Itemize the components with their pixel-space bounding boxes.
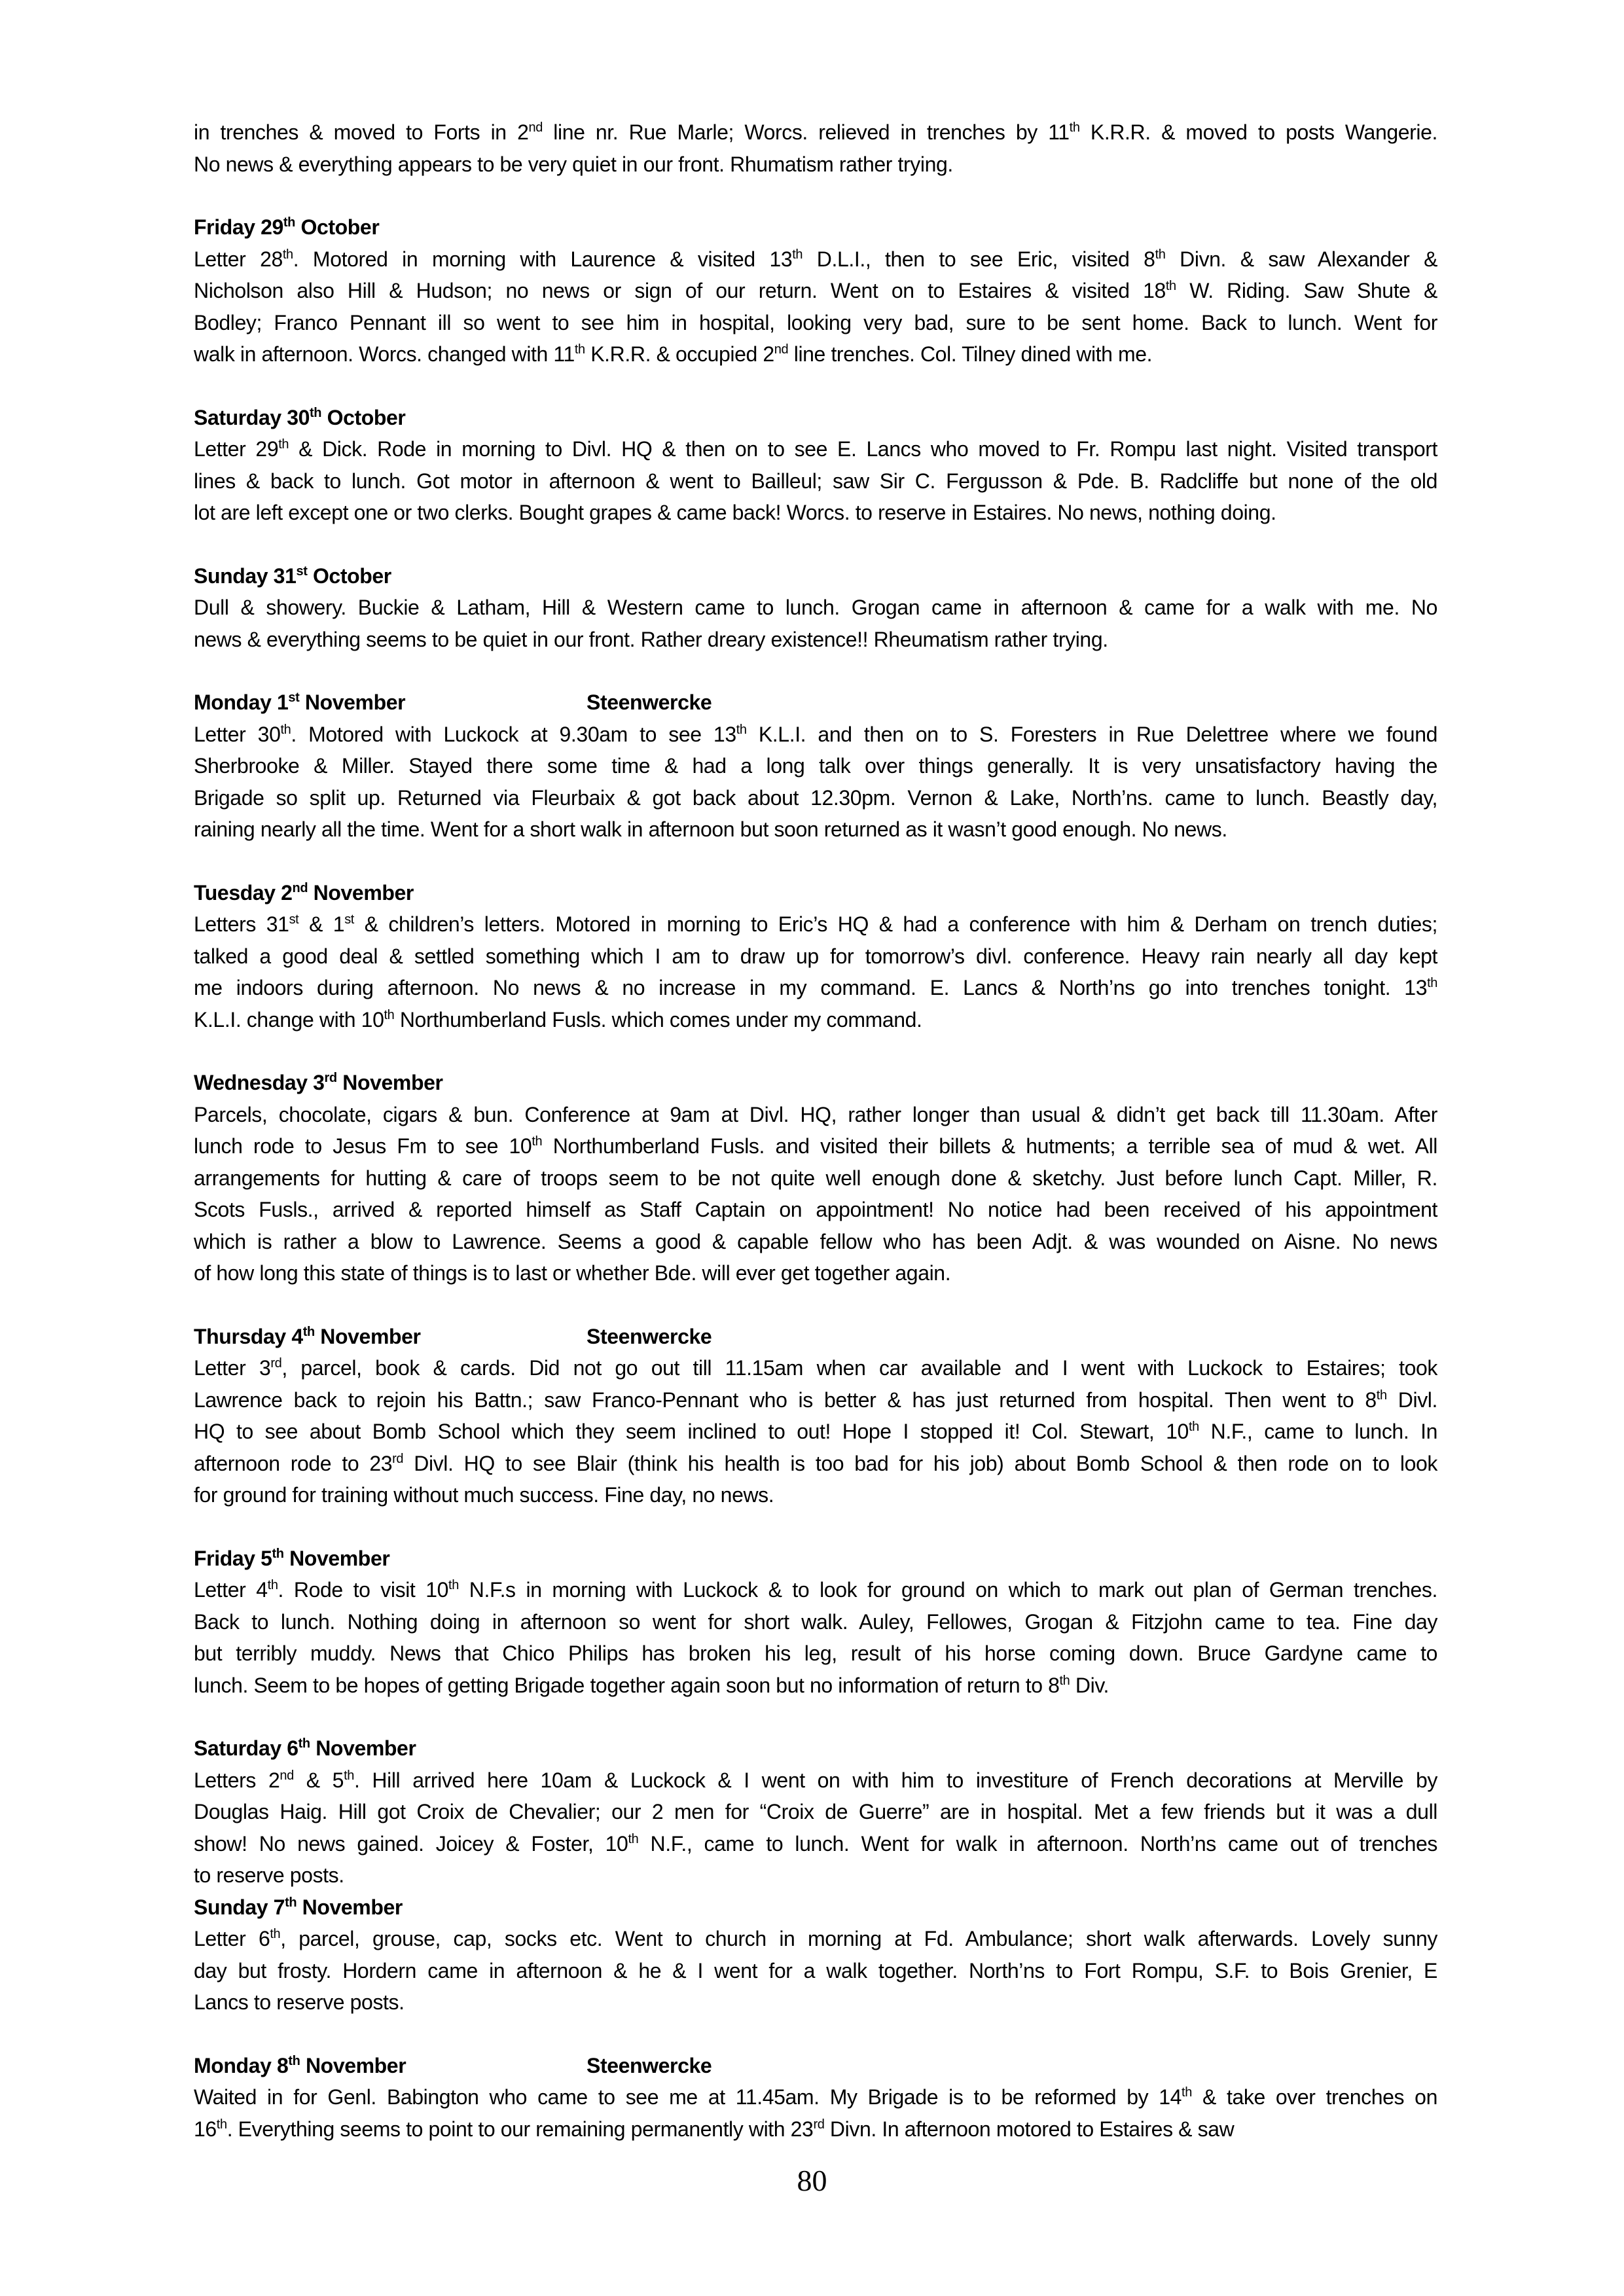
text-run: lunch. Seem to be hopes of getting Brigade together again soon but no information of return to 8	[194, 1673, 1060, 1697]
text-line	[194, 1416, 1437, 1448]
entry-date	[194, 1543, 586, 1575]
text-run: talked a good deal & settled something which I am to draw up for tomorrow’s divl. conference. Heavy rain nearly all day kept	[194, 944, 1437, 968]
ordinal-suffix: th	[1182, 2085, 1192, 2100]
text-run: . Hill arrived here 10am & Luckock & I went on with him to investiture of French decorations at Merville by	[353, 1768, 1437, 1792]
entry-heading	[194, 560, 1437, 592]
ordinal-suffix: nd	[528, 120, 543, 135]
ordinal-suffix: nd	[774, 342, 789, 357]
text-run: , parcel, book & cards. Did not go out till 11.15am when car available and I went with Luckock to Estaires; took	[281, 1356, 1437, 1380]
text-run: Div.	[1070, 1673, 1110, 1697]
text-run: . Everything seems to point to our remaining permanently with 23	[226, 2117, 814, 2141]
ordinal-suffix: th	[1069, 120, 1080, 135]
date-text: Thursday 4	[194, 1324, 303, 1348]
text-line	[194, 592, 1437, 624]
text-line	[194, 2113, 1437, 2145]
entry-heading	[194, 1321, 1437, 1353]
date-text: November	[308, 880, 414, 905]
ordinal-suffix: th	[1155, 247, 1166, 262]
ordinal-suffix: th	[285, 1895, 297, 1910]
text-run: K.R.R. & moved to posts Wangerie.	[1079, 120, 1437, 144]
date-text: Monday 1	[194, 691, 289, 714]
date-text: November	[310, 1736, 416, 1760]
text-run: Divn. & saw Alexander &	[1165, 247, 1438, 271]
text-line	[194, 1923, 1437, 1955]
text-line	[194, 1479, 1437, 1511]
text-line	[194, 1796, 1437, 1828]
text-line	[194, 1099, 1437, 1131]
text-run: news & everything seems to be quiet in our front. Rather dreary existence!! Rheumatism rather trying.	[194, 627, 1108, 651]
text-line	[194, 972, 1437, 1004]
text-line	[194, 338, 1437, 370]
text-line	[194, 1352, 1437, 1384]
text-line	[194, 1130, 1437, 1162]
date-text: October	[307, 564, 391, 588]
entry-date	[194, 1732, 586, 1765]
entry-body	[194, 1099, 1437, 1289]
diary-entry	[194, 1321, 1437, 1511]
text-run: Letter 4	[194, 1578, 268, 1602]
text-line	[194, 908, 1437, 941]
date-text: November	[314, 1324, 421, 1348]
text-run: Divn. In afternoon motored to Estaires & saw	[824, 2117, 1235, 2141]
ordinal-suffix: th	[628, 1831, 639, 1846]
text-run: show! No news gained. Joicey & Foster, 10	[194, 1831, 628, 1856]
text-line	[194, 941, 1437, 973]
text-run: to reserve posts.	[194, 1863, 344, 1887]
text-line	[194, 624, 1437, 656]
text-run: K.R.R. & occupied 2	[585, 342, 774, 366]
diary-text	[194, 117, 1437, 2145]
ordinal-suffix: st	[289, 912, 299, 927]
text-run: & take over trenches on	[1191, 2085, 1437, 2109]
entry-heading	[194, 1067, 1437, 1099]
ordinal-suffix: th	[310, 405, 322, 420]
text-line	[194, 1574, 1437, 1606]
date-text: November	[299, 691, 406, 714]
ordinal-suffix: th	[1188, 1420, 1199, 1434]
text-line	[194, 1670, 1437, 1702]
text-run: line trenches. Col. Tilney dined with me.	[788, 342, 1153, 366]
entry-body	[194, 908, 1437, 1035]
text-run: N.F., came to lunch. In	[1199, 1420, 1437, 1443]
text-line	[194, 1859, 1437, 1892]
text-run: 16	[194, 2117, 217, 2141]
entry-date	[194, 1321, 586, 1353]
text-line	[194, 1384, 1437, 1416]
ordinal-suffix: th	[792, 247, 803, 262]
text-run: line nr. Rue Marle; Worcs. relieved in trenches by 11	[542, 120, 1070, 144]
entry-body	[194, 2081, 1437, 2145]
text-line	[194, 1004, 1437, 1036]
ordinal-suffix: th	[216, 2117, 227, 2132]
text-run: Parcels, chocolate, cigars & bun. Conference at 9am at Divl. HQ, rather longer than usual & didn’t get back till 11.30am. After	[194, 1102, 1437, 1126]
diary-entry	[194, 1892, 1437, 2018]
entry-body	[194, 1923, 1437, 2018]
entry-heading	[194, 2050, 1437, 2082]
diary-entry	[194, 1543, 1437, 1702]
entry-date	[194, 2050, 586, 2082]
entry-date	[194, 211, 586, 243]
ordinal-suffix: nd	[292, 880, 308, 895]
entry-heading	[194, 402, 1437, 434]
ordinal-suffix: th	[1376, 1388, 1387, 1403]
text-run: day but frosty. Hordern came in afternoon & he & I went for a walk together. North’ns to Fort Rompu, S.F. to Bois Grenier, E	[194, 1958, 1437, 1982]
ordinal-suffix: th	[1427, 976, 1437, 990]
ordinal-suffix: th	[1059, 1673, 1070, 1688]
continued-entry	[194, 117, 1437, 180]
text-run: afternoon rode to 23	[194, 1451, 393, 1475]
text-line	[194, 1638, 1437, 1670]
entry-heading	[194, 211, 1437, 243]
text-run: & children’s letters. Motored in morning to Eric’s HQ & had a conference with him & Derham on trench duties;	[353, 912, 1437, 936]
entry-heading	[194, 1543, 1437, 1575]
text-run: arrangements for hutting & care of troops seem to be not quite well enough done & sketchy. Just before lunch Capt. Miller, R.	[194, 1166, 1437, 1190]
entry-heading	[194, 1892, 1437, 1924]
text-run: . Motored with Luckock at 9.30am to see 13	[291, 722, 736, 746]
date-text: October	[321, 405, 406, 429]
ordinal-suffix: rd	[270, 1356, 282, 1371]
diary-entry	[194, 877, 1437, 1036]
date-text: November	[297, 1895, 403, 1919]
ordinal-suffix: rd	[324, 1071, 337, 1085]
date-text: October	[295, 215, 380, 239]
text-run: of how long this state of things is to last or whether Bde. will ever get together again.	[194, 1261, 951, 1285]
diary-entry	[194, 402, 1437, 529]
date-text: November	[283, 1546, 390, 1570]
page-number: 80	[797, 2164, 827, 2197]
text-line	[194, 719, 1437, 751]
text-line	[194, 1226, 1437, 1258]
text-run: lunch rode to Jesus Fm to see 10	[194, 1134, 532, 1158]
text-run: Back to lunch. Nothing doing in afternoon so went for short walk. Auley, Fellowes, Grogan & Fitzjohn came to tea. Fine day	[194, 1609, 1437, 1634]
text-line	[194, 497, 1437, 529]
text-run: Letters 31	[194, 912, 289, 936]
text-line	[194, 750, 1437, 782]
text-run: Douglas Haig. Hill got Croix de Chevalier; our 2 men for “Croix de Guerre” are in hospital. Met a few friends but it was a dull	[194, 1800, 1437, 1823]
ordinal-suffix: st	[288, 691, 300, 705]
entry-body	[194, 1765, 1437, 1892]
ordinal-suffix: nd	[280, 1768, 294, 1783]
text-line	[194, 275, 1437, 307]
ordinal-suffix: th	[532, 1134, 543, 1149]
diary-entry	[194, 687, 1437, 846]
text-run: K.L.I. and then on to S. Foresters in Rue Delettree where we found	[746, 722, 1437, 746]
entry-date	[194, 560, 586, 592]
ordinal-suffix: th	[280, 722, 291, 737]
text-run: No news & everything appears to be very quiet in our front. Rhumatism rather trying.	[194, 152, 953, 176]
diary-entry	[194, 2050, 1437, 2145]
entry-body	[194, 592, 1437, 655]
entry-date	[194, 402, 586, 434]
text-run: . Motored in morning with Laurence & visited 13	[293, 247, 793, 271]
ordinal-suffix: th	[298, 1736, 310, 1751]
date-text: Saturday 6	[194, 1736, 298, 1760]
text-line	[194, 433, 1437, 465]
ordinal-suffix: th	[384, 1007, 395, 1022]
entry-body	[194, 433, 1437, 529]
text-line	[194, 149, 1437, 181]
text-line	[194, 1606, 1437, 1638]
text-line	[194, 117, 1437, 149]
text-run: & Dick. Rode in morning to Divl. HQ & then on to see E. Lancs who moved to Fr. Rompu last night. Visited transport	[289, 437, 1437, 461]
date-text: Monday 8	[194, 2053, 289, 2077]
text-run: Letters 2	[194, 1768, 280, 1792]
entry-body	[194, 243, 1437, 370]
text-run: Letter 30	[194, 722, 281, 746]
text-run: & 1	[298, 912, 345, 936]
diary-entry	[194, 1732, 1437, 1892]
date-text: November	[336, 1071, 443, 1094]
entry-date	[194, 1067, 586, 1099]
entry-date	[194, 877, 586, 909]
ordinal-suffix: th	[302, 1324, 315, 1339]
date-text: November	[300, 2053, 406, 2077]
text-line	[194, 2081, 1437, 2113]
ordinal-suffix: th	[448, 1578, 459, 1592]
text-run: Letter 3	[194, 1356, 271, 1380]
diary-entry	[194, 211, 1437, 370]
text-line	[194, 1765, 1437, 1797]
ordinal-suffix: st	[296, 564, 308, 579]
entry-location: Steenwercke	[586, 1324, 712, 1348]
ordinal-suffix: rd	[813, 2117, 825, 2132]
ordinal-suffix: th	[267, 1578, 278, 1592]
text-run: Divl.	[1386, 1388, 1437, 1412]
date-text: Tuesday 2	[194, 880, 293, 905]
text-run: in trenches & moved to Forts in 2	[194, 120, 529, 144]
text-line	[194, 307, 1437, 339]
text-run: but terribly muddy. News that Chico Philips has broken his leg, result of his horse coming down. Bruce Gardyne came to	[194, 1641, 1437, 1665]
date-text: Sunday 7	[194, 1895, 285, 1919]
ordinal-suffix: st	[344, 912, 354, 927]
text-run: Scots Fusls., arrived & reported himself as Staff Captain on appointment! No notice had been received of his appointment	[194, 1198, 1437, 1221]
text-run: Divl. HQ to see Blair (think his health is too bad for his job) about Bomb School & then rode on to look	[403, 1451, 1437, 1475]
text-line	[194, 1828, 1437, 1860]
text-run: Brigade so split up. Returned via Fleurbaix & got back about 12.30pm. Vernon & Lake, North’ns. came to lunch. Beastly day,	[194, 785, 1437, 810]
ordinal-suffix: th	[283, 215, 295, 230]
diary-entry	[194, 1067, 1437, 1289]
text-line	[194, 1194, 1437, 1226]
text-run: lines & back to lunch. Got motor in afternoon & went to Bailleul; saw Sir C. Fergusson & Pde. B. Radcliffe but none of the old	[194, 469, 1437, 493]
text-line	[194, 243, 1437, 276]
entry-location: Steenwercke	[586, 691, 712, 714]
text-line	[194, 465, 1437, 497]
entry-body	[194, 719, 1437, 846]
ordinal-suffix: th	[288, 2053, 300, 2068]
text-run: which is rather a blow to Lawrence. Seems a good & capable fellow who has been Adjt. & was wounded on Aisne. No news	[194, 1229, 1437, 1253]
text-run: K.L.I. change with 10	[194, 1007, 384, 1031]
text-run: D.L.I., then to see Eric, visited 8	[803, 247, 1155, 271]
text-run: Letter 28	[194, 247, 283, 271]
text-run: , parcel, grouse, cap, socks etc. Went to church in morning at Fd. Ambulance; short walk afterwards. Lovely sunny	[280, 1927, 1437, 1950]
text-run: Nicholson also Hill & Hudson; no news or sign of our return. Went on to Estaires & visited 18	[194, 279, 1166, 302]
text-run: Bodley; Franco Pennant ill so went to see him in hospital, looking very bad, sure to be sent home. Back to lunch. Went for	[194, 310, 1437, 334]
entry-date	[194, 687, 586, 719]
text-run: Dull & showery. Buckie & Latham, Hill & Western came to lunch. Grogan came in afternoon & came for a walk with me. No	[194, 596, 1437, 619]
text-line	[194, 1955, 1437, 1987]
text-line	[194, 1257, 1437, 1289]
text-line	[194, 1448, 1437, 1480]
ordinal-suffix: th	[282, 247, 293, 262]
text-line	[194, 782, 1437, 814]
text-run: Northumberland Fusls. and visited their billets & hutments; a terrible sea of mud & wet. All	[542, 1134, 1437, 1158]
date-text: Friday 29	[194, 215, 283, 239]
text-run: N.F., came to lunch. Went for walk in afternoon. North’ns came out of trenches	[638, 1831, 1437, 1856]
text-run: HQ to see about Bomb School which they seem inclined to out! Hope I stopped it! Col. Stewart, 10	[194, 1420, 1189, 1443]
entry-location: Steenwercke	[586, 2053, 712, 2077]
text-run: Letter 29	[194, 437, 279, 461]
text-run: Northumberland Fusls. which comes under my command.	[394, 1007, 922, 1031]
text-run: N.F.s in morning with Luckock & to look for ground on which to mark out plan of German trenches.	[458, 1578, 1437, 1602]
text-line	[194, 1162, 1437, 1194]
text-run: . Rode to visit 10	[278, 1578, 449, 1602]
date-text: Wednesday 3	[194, 1071, 325, 1094]
ordinal-suffix: rd	[392, 1451, 404, 1466]
ordinal-suffix: th	[344, 1768, 354, 1783]
entry-date	[194, 1892, 586, 1924]
text-run: Lancs to reserve posts.	[194, 1990, 405, 2014]
text-line	[194, 814, 1437, 846]
entry-heading	[194, 877, 1437, 909]
ordinal-suffix: th	[278, 437, 289, 452]
date-text: Saturday 30	[194, 405, 310, 429]
ordinal-suffix: th	[574, 342, 585, 357]
text-run: Lawrence back to rejoin his Battn.; saw Franco-Pennant who is better & has just returned from hospital. Then went to 8	[194, 1388, 1377, 1412]
text-run: Letter 6	[194, 1927, 270, 1950]
entry-body	[194, 1574, 1437, 1701]
text-run: W. Riding. Saw Shute &	[1176, 279, 1437, 302]
text-run: Waited in for Genl. Babington who came to see me at 11.45am. My Brigade is to be reformed by 14	[194, 2085, 1182, 2109]
date-text: Friday 5	[194, 1546, 272, 1570]
ordinal-suffix: th	[736, 722, 747, 737]
ordinal-suffix: th	[270, 1927, 281, 1941]
text-run: lot are left except one or two clerks. Bought grapes & came back! Worcs. to reserve in Estaires. No news, nothing doing.	[194, 501, 1276, 524]
text-run: Sherbrooke & Miller. Stayed there some time & had a long talk over things generally. It is very unsatisfactory having the	[194, 754, 1437, 778]
ordinal-suffix: th	[1165, 279, 1176, 293]
text-run: & 5	[293, 1768, 344, 1792]
entry-heading	[194, 687, 1437, 719]
ordinal-suffix: th	[272, 1546, 284, 1561]
text-run: me indoors during afternoon. No news & no increase in my command. E. Lancs & North’ns go into trenches tonight. 13	[194, 976, 1428, 999]
entry-body	[194, 1352, 1437, 1511]
date-text: Sunday 31	[194, 564, 297, 588]
text-run: for ground for training without much success. Fine day, no news.	[194, 1483, 774, 1507]
entry-heading	[194, 1732, 1437, 1765]
diary-entry	[194, 560, 1437, 656]
text-line	[194, 1986, 1437, 2018]
text-run: raining nearly all the time. Went for a short walk in afternoon but soon returned as it wasn’t good enough. No news.	[194, 817, 1227, 841]
text-run: walk in afternoon. Worcs. changed with 11	[194, 342, 575, 366]
